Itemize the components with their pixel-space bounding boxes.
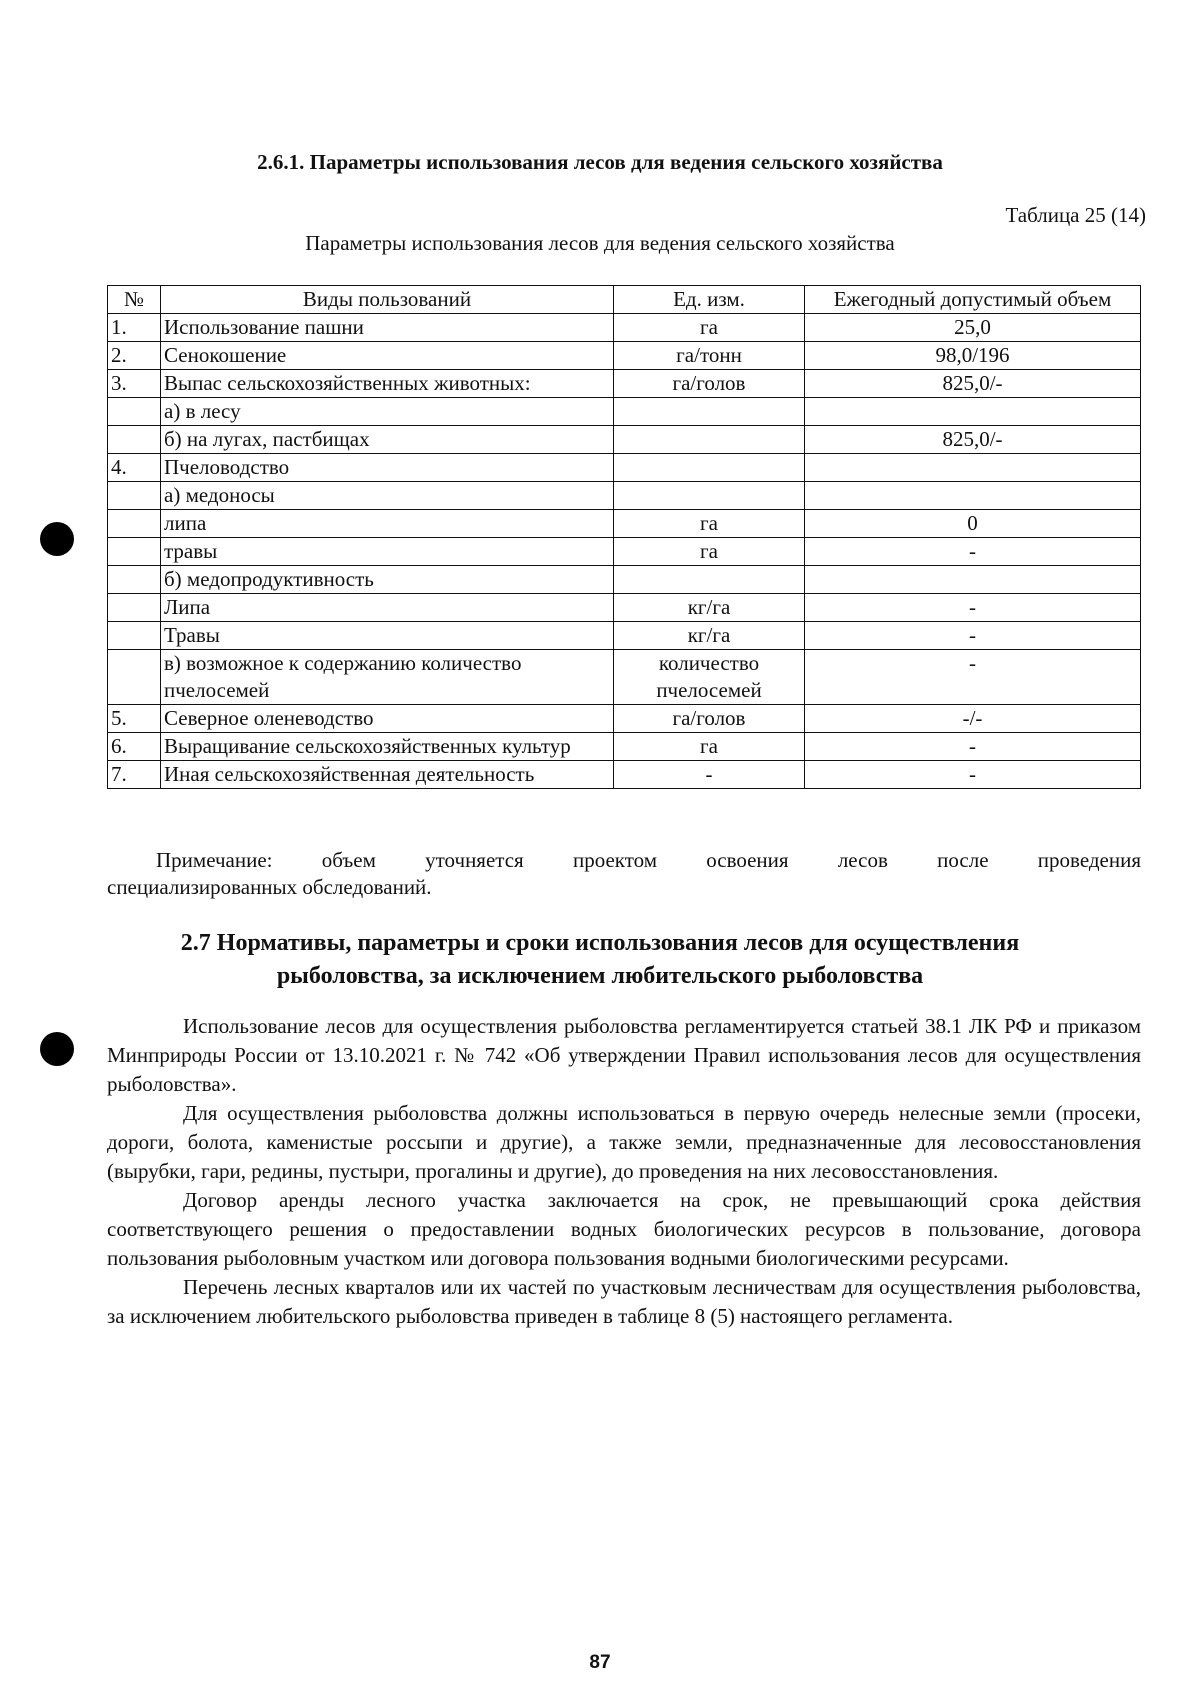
cell-no: 4. [108, 454, 161, 482]
cell-volume: 0 [805, 510, 1141, 538]
cell-volume: - [805, 622, 1141, 650]
body-text [107, 1012, 1141, 1331]
cell-unit: кг/га [614, 594, 805, 622]
cell-unit: га/тонн [614, 342, 805, 370]
cell-kind: б) на лугах, пастбищах [161, 426, 614, 454]
table-row [108, 761, 1141, 789]
cell-kind: Сенокошение [161, 342, 614, 370]
cell-unit: га [614, 538, 805, 566]
table-row [108, 650, 1141, 705]
table-row [108, 510, 1141, 538]
table-row [108, 370, 1141, 398]
cell-no [108, 538, 161, 566]
cell-no [108, 510, 161, 538]
page-number: 87 [589, 1652, 611, 1673]
cell-unit: га [614, 314, 805, 342]
cell-no: 2. [108, 342, 161, 370]
header-kind: Виды пользований [161, 286, 614, 314]
section-title: 2.6.1. Параметры использования лесов для ведения сельского хозяйства [257, 150, 943, 174]
cell-volume: 825,0/- [805, 426, 1141, 454]
punch-hole-upper [40, 522, 74, 556]
header-volume: Ежегодный допустимый объем [805, 286, 1141, 314]
parameters-table [107, 285, 1141, 789]
table-note: Примечание: объем уточняется проектом освоения лесов после проведения [156, 848, 1141, 872]
paragraph: Для осуществления рыболовства должны использоваться в первую очередь нелесные земли (просеки, дороги, болота, каменистые россыпи и другие), а также земли, предназначенные для лесовосстановления (вырубки, гари, редины, пустыри, прогалины и другие), до проведения на них лесовосстановления. [107, 1101, 1141, 1183]
cell-unit [614, 398, 805, 426]
cell-unit: га/голов [614, 370, 805, 398]
cell-volume: - [805, 538, 1141, 566]
cell-kind: Липа [161, 594, 614, 622]
section-heading-line-1: 2.7 Нормативы, параметры и сроки использования лесов для осуществления [180, 930, 1020, 956]
table-row [108, 538, 1141, 566]
table-row [108, 482, 1141, 510]
table-row [108, 594, 1141, 622]
cell-no: 1. [108, 314, 161, 342]
table-caption: Параметры использования лесов для ведения сельского хозяйства [305, 231, 895, 255]
cell-volume: 25,0 [805, 314, 1141, 342]
cell-kind: Иная сельскохозяйственная деятельность [161, 761, 614, 789]
table-row [108, 733, 1141, 761]
cell-kind: Использование пашни [161, 314, 614, 342]
cell-no [108, 426, 161, 454]
table-body [108, 314, 1141, 789]
cell-kind: Северное оленеводство [161, 705, 614, 733]
cell-unit [614, 482, 805, 510]
cell-unit [614, 454, 805, 482]
cell-no [108, 398, 161, 426]
table-row [108, 398, 1141, 426]
cell-volume: - [805, 761, 1141, 789]
cell-no [108, 650, 161, 705]
table-header-row [108, 286, 1141, 314]
section-heading-2-7 [0, 927, 1200, 993]
cell-volume: - [805, 594, 1141, 622]
cell-volume: 825,0/- [805, 370, 1141, 398]
cell-kind: б) медопродуктивность [161, 566, 614, 594]
table-row [108, 314, 1141, 342]
cell-volume [805, 398, 1141, 426]
header-no: № [108, 286, 161, 314]
cell-no: 3. [108, 370, 161, 398]
cell-volume [805, 566, 1141, 594]
cell-unit: га [614, 510, 805, 538]
cell-no: 7. [108, 761, 161, 789]
cell-unit: - [614, 761, 805, 789]
cell-no [108, 566, 161, 594]
table-row [108, 342, 1141, 370]
cell-kind: Выращивание сельскохозяйственных культур [161, 733, 614, 761]
cell-kind: а) медоносы [161, 482, 614, 510]
cell-kind: травы [161, 538, 614, 566]
cell-kind: а) в лесу [161, 398, 614, 426]
cell-kind: Травы [161, 622, 614, 650]
cell-kind: Выпас сельскохозяйственных животных: [161, 370, 614, 398]
cell-unit: количество пчелосемей [614, 650, 805, 705]
table-row [108, 566, 1141, 594]
cell-no: 6. [108, 733, 161, 761]
paragraph: Перечень лесных кварталов или их частей по участковым лесничествам для осуществления рыболовства, за исключением любительского рыболовства приведен в таблице 8 (5) настоящего регламента. [107, 1275, 1141, 1328]
cell-unit [614, 566, 805, 594]
cell-volume: - [805, 733, 1141, 761]
section-heading-line-2: рыболовства, за исключением любительского рыболовства [276, 963, 924, 989]
cell-unit: га/голов [614, 705, 805, 733]
cell-no [108, 482, 161, 510]
table-row [108, 622, 1141, 650]
cell-no: 5. [108, 705, 161, 733]
cell-unit: га [614, 733, 805, 761]
cell-no [108, 622, 161, 650]
punch-hole-lower [40, 1032, 74, 1066]
cell-volume: 98,0/196 [805, 342, 1141, 370]
cell-kind: в) возможное к содержанию количество пчелосемей [161, 650, 614, 705]
cell-kind: липа [161, 510, 614, 538]
cell-volume [805, 454, 1141, 482]
table-number: Таблица 25 (14) [1005, 203, 1146, 227]
table-row [108, 705, 1141, 733]
table-row [108, 454, 1141, 482]
header-unit: Ед. изм. [614, 286, 805, 314]
cell-kind: Пчеловодство [161, 454, 614, 482]
paragraph: Договор аренды лесного участка заключается на срок, не превышающий срока действия соответствующего решения о предоставлении водных биологических ресурсов в пользование, договора пользования рыболовным участком или договора пользования водными биологическими ресурсами. [107, 1188, 1141, 1270]
cell-unit: кг/га [614, 622, 805, 650]
table-row [108, 426, 1141, 454]
cell-no [108, 594, 161, 622]
table-note-continuation: специализированных обследований. [107, 875, 432, 899]
cell-volume: -/- [805, 705, 1141, 733]
cell-unit [614, 426, 805, 454]
paragraph: Использование лесов для осуществления рыболовства регламентируется статьей 38.1 ЛК РФ и приказом Минприроды России от 13.10.2021 г. № 742 «Об утверждении Правил использования лесов для осуществления рыболовства». [107, 1014, 1141, 1096]
cell-volume [805, 482, 1141, 510]
cell-volume: - [805, 650, 1141, 705]
